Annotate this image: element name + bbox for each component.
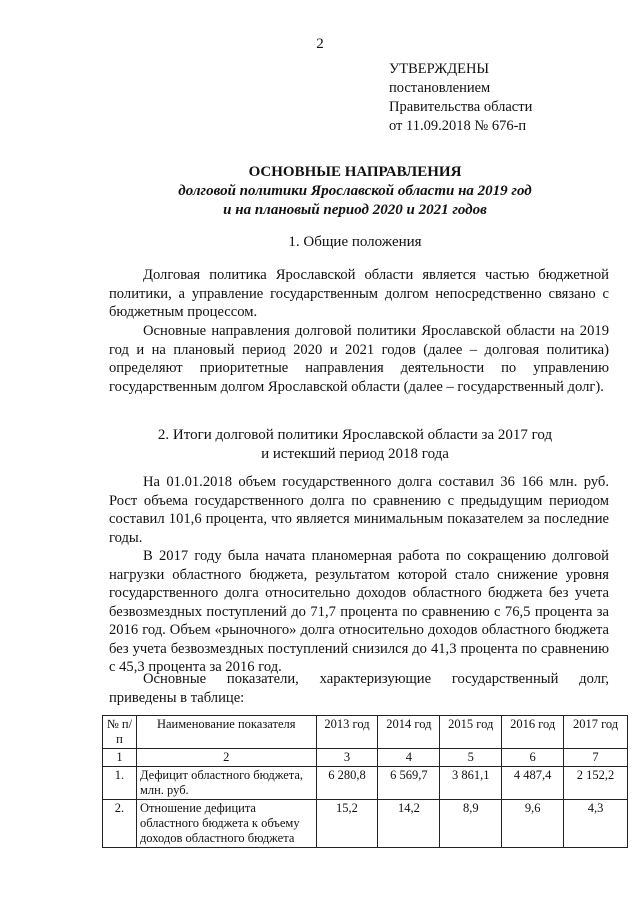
- table-cell: 6 569,7: [378, 767, 440, 800]
- paragraph: Основные показатели, характеризующие государственный долг, приведены в таблице:: [109, 671, 609, 706]
- table-cell: 2.: [103, 800, 137, 848]
- paragraph: В 2017 году была начата планомерная работа по сокращению долговой нагрузки областного бюджета, результатом которой стало снижение уровня государственного долга относительно доходов областного бюджета без учета безвозмездных поступлений до 71,7 процента по сравнению с 76,5 процента за 2016 год. Объем «рыночного» долга относительно доходов областного бюджета без учета безвозмездных поступлений снизился до 41,3 процента по сравнению с 45,3 процента за 2016 год.: [109, 548, 609, 675]
- section-heading: [60, 426, 640, 464]
- column-number-cell: 4: [378, 749, 440, 767]
- column-number-cell: 7: [564, 749, 628, 767]
- header-cell: 2014 год: [378, 716, 440, 749]
- section-heading-line: и истекший период 2018 года: [261, 446, 449, 462]
- paragraph: Долговая политика Ярославской области является частью бюджетной политики, а управление государственным долгом непосредственно связано с бюджетным процессом.: [109, 267, 609, 320]
- table-header-row: [103, 716, 628, 749]
- table-cell: Дефицит областного бюджета, млн. руб.: [136, 767, 316, 800]
- header-cell: 2015 год: [440, 716, 502, 749]
- table-row: [103, 800, 628, 848]
- title-line: ОСНОВНЫЕ НАПРАВЛЕНИЯ: [248, 164, 462, 180]
- column-number-cell: 6: [502, 749, 564, 767]
- header-cell: Наименование показателя: [136, 716, 316, 749]
- header-cell: 2013 год: [316, 716, 378, 749]
- table-cell: 6 280,8: [316, 767, 378, 800]
- column-number-cell: 3: [316, 749, 378, 767]
- table-cell: 8,9: [440, 800, 502, 848]
- header-cell: № п/п: [103, 716, 137, 749]
- column-number-cell: 1: [103, 749, 137, 767]
- document-title: [60, 163, 640, 220]
- table-cell: 14,2: [378, 800, 440, 848]
- column-number-cell: 2: [136, 749, 316, 767]
- approval-line: постановлением: [389, 80, 491, 96]
- title-line: долговой политики Ярославской области на 2019 год: [178, 183, 532, 199]
- section-heading-line: 2. Итоги долговой политики Ярославской области за 2017 год: [157, 427, 553, 443]
- table-column-number-row: [103, 749, 628, 767]
- column-number-cell: 5: [440, 749, 502, 767]
- table-row: [103, 767, 628, 800]
- table-cell: 15,2: [316, 800, 378, 848]
- table-cell: 4 487,4: [502, 767, 564, 800]
- indicators-table: [102, 715, 628, 848]
- paragraph: Основные направления долговой политики Ярославской области на 2019 год и на плановый период 2020 и 2021 годов (далее – долговая политика) определяют приоритетные направления деятельности по управлению государственным долгом Ярославской области (далее – государственный долг).: [109, 323, 609, 395]
- table-cell: 4,3: [564, 800, 628, 848]
- table-cell: 9,6: [502, 800, 564, 848]
- header-cell: 2016 год: [502, 716, 564, 749]
- approval-line: УТВЕРЖДЕНЫ: [389, 61, 490, 77]
- approval-line: Правительства области: [389, 99, 533, 115]
- table-cell: Отношение дефицита областного бюджета к объему доходов областного бюджета: [136, 800, 316, 848]
- table-cell: 1.: [103, 767, 137, 800]
- page-number: 2: [316, 36, 324, 52]
- section-heading: 1. Общие положения: [288, 234, 422, 250]
- approval-line: от 11.09.2018 № 676-п: [389, 118, 527, 134]
- title-line: и на плановый период 2020 и 2021 годов: [223, 202, 487, 218]
- header-cell: 2017 год: [564, 716, 628, 749]
- paragraph: На 01.01.2018 объем государственного долга составил 36 166 млн. руб. Рост объема государственного долга по сравнению с предыдущим периодом составил 101,6 процента, что является минимальным показателем за последние годы.: [109, 474, 609, 546]
- table-cell: 3 861,1: [440, 767, 502, 800]
- table-cell: 2 152,2: [564, 767, 628, 800]
- approval-stamp: [389, 60, 532, 136]
